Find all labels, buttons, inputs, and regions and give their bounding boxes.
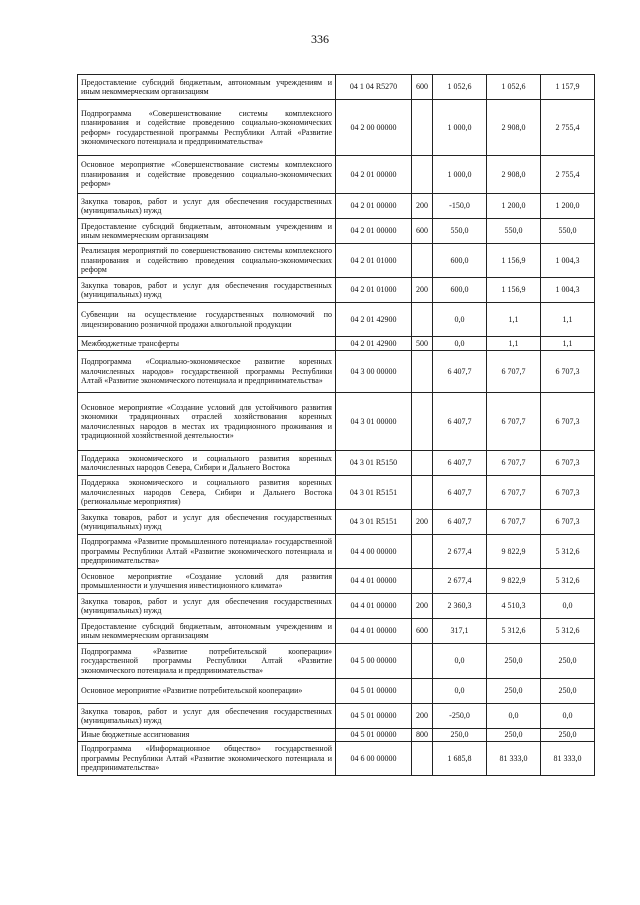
table-row (78, 451, 595, 476)
table-cell-name: Основное мероприятие «Создание условий для устойчивого развития экономики традиционных отраслей хозяйствования коренных малочисленных народов в местах их традиционного проживания и традиционной хозяйственной деятельности» (78, 393, 336, 451)
table-cell-code: 04 3 01 00000 (336, 393, 412, 451)
table-cell-amount-2: 6 707,7 (487, 451, 541, 476)
table-row (78, 476, 595, 510)
table-cell-amount-1: -150,0 (433, 194, 487, 219)
table-cell-amount-2: 1 156,9 (487, 278, 541, 303)
table-cell-amount-3: 1 157,9 (541, 75, 595, 100)
table-cell-code: 04 2 01 01000 (336, 278, 412, 303)
table-cell-amount-2: 550,0 (487, 219, 541, 244)
table-cell-name: Подпрограмма «Информационное общество» государственной программы Республики Алтай «Развитие экономического потенциала и предпринимательства» (78, 742, 336, 776)
table-row (78, 510, 595, 535)
table-cell-vr (412, 303, 433, 337)
table-cell-vr: 200 (412, 510, 433, 535)
table-cell-name: Основное мероприятие «Развитие потребительской кооперации» (78, 679, 336, 704)
table-cell-amount-3: 1 200,0 (541, 194, 595, 219)
table-cell-vr: 600 (412, 75, 433, 100)
table-cell-amount-1: 0,0 (433, 303, 487, 337)
table-cell-amount-2: 9 822,9 (487, 535, 541, 569)
table-cell-amount-2: 250,0 (487, 644, 541, 679)
table-cell-amount-3: 5 312,6 (541, 619, 595, 644)
table-cell-amount-1: 0,0 (433, 644, 487, 679)
table-cell-name: Предоставление субсидий бюджетным, автономным учреждениям и иным некоммерческим организациям (78, 219, 336, 244)
table-cell-amount-1: 6 407,7 (433, 451, 487, 476)
table-cell-code: 04 4 01 00000 (336, 569, 412, 594)
table-cell-amount-3: 5 312,6 (541, 535, 595, 569)
table-row (78, 679, 595, 704)
table-cell-amount-3: 6 707,3 (541, 476, 595, 510)
table-cell-name: Закупка товаров, работ и услуг для обеспечения государственных (муниципальных) нужд (78, 594, 336, 619)
table-cell-amount-1: 1 000,0 (433, 156, 487, 194)
table-cell-code: 04 2 01 42900 (336, 303, 412, 337)
table-cell-name: Поддержка экономического и социального развития коренных малочисленных народов Севера, Сибири и Дальнего Востока (региональные мероприятия) (78, 476, 336, 510)
table-cell-amount-1: 6 407,7 (433, 351, 487, 393)
table-cell-name: Закупка товаров, работ и услуг для обеспечения государственных (муниципальных) нужд (78, 704, 336, 729)
table-cell-amount-1: 2 360,3 (433, 594, 487, 619)
table-cell-amount-1: 1 000,0 (433, 100, 487, 156)
table-cell-amount-1: 2 677,4 (433, 535, 487, 569)
table-cell-amount-2: 1,1 (487, 303, 541, 337)
table-cell-vr: 800 (412, 729, 433, 742)
table-row (78, 219, 595, 244)
table-cell-code: 04 4 01 00000 (336, 594, 412, 619)
table-cell-name: Предоставление субсидий бюджетным, автономным учреждениям и иным некоммерческим организациям (78, 619, 336, 644)
table-row (78, 393, 595, 451)
table-cell-amount-2: 9 822,9 (487, 569, 541, 594)
table-cell-amount-3: 5 312,6 (541, 569, 595, 594)
table-cell-amount-3: 250,0 (541, 644, 595, 679)
table-cell-amount-1: 0,0 (433, 337, 487, 351)
table-cell-vr (412, 156, 433, 194)
table-row (78, 156, 595, 194)
table-cell-name: Иные бюджетные ассигнования (78, 729, 336, 742)
table-row (78, 569, 595, 594)
table-cell-name: Закупка товаров, работ и услуг для обеспечения государственных (муниципальных) нужд (78, 278, 336, 303)
table-cell-name: Поддержка экономического и социального развития коренных малочисленных народов Севера, Сибири и Дальнего Востока (78, 451, 336, 476)
table-cell-name: Подпрограмма «Развитие потребительской кооперации» государственной программы Республики Алтай «Развитие экономического потенциала и предпринимательства» (78, 644, 336, 679)
table-cell-vr (412, 569, 433, 594)
table-row (78, 278, 595, 303)
table-row (78, 337, 595, 351)
table-cell-amount-1: 250,0 (433, 729, 487, 742)
table-cell-vr (412, 244, 433, 278)
table-cell-code: 04 5 00 00000 (336, 644, 412, 679)
table-cell-vr (412, 742, 433, 776)
table-cell-name: Подпрограмма «Совершенствование системы комплексного планирования и содействие проведению социально-экономических реформ» государственной программы Республики Алтай «Развитие экономического потенциала и предпринимательства» (78, 100, 336, 156)
table-cell-amount-3: 0,0 (541, 704, 595, 729)
table-row (78, 742, 595, 776)
table-cell-amount-2: 250,0 (487, 679, 541, 704)
table-cell-vr: 600 (412, 219, 433, 244)
table-cell-amount-1: 6 407,7 (433, 476, 487, 510)
table-cell-amount-2: 6 707,7 (487, 510, 541, 535)
table-cell-amount-2: 2 908,0 (487, 156, 541, 194)
table-cell-amount-2: 0,0 (487, 704, 541, 729)
table-cell-vr (412, 644, 433, 679)
table-cell-vr: 200 (412, 194, 433, 219)
table-cell-amount-2: 1 156,9 (487, 244, 541, 278)
table-cell-vr (412, 351, 433, 393)
table-cell-amount-1: 2 677,4 (433, 569, 487, 594)
table-cell-amount-1: 6 407,7 (433, 510, 487, 535)
table-cell-amount-2: 2 908,0 (487, 100, 541, 156)
table-cell-vr (412, 100, 433, 156)
table-cell-amount-3: 550,0 (541, 219, 595, 244)
table-cell-code: 04 5 01 00000 (336, 729, 412, 742)
table-cell-amount-1: 600,0 (433, 278, 487, 303)
table-cell-vr (412, 535, 433, 569)
table-row (78, 619, 595, 644)
table-cell-amount-3: 6 707,3 (541, 351, 595, 393)
table-cell-name: Реализация мероприятий по совершенствованию системы комплексного планирования и содействию проведения социально-экономических реформ (78, 244, 336, 278)
table-cell-name: Закупка товаров, работ и услуг для обеспечения государственных (муниципальных) нужд (78, 194, 336, 219)
table-cell-amount-3: 0,0 (541, 594, 595, 619)
table-cell-vr: 200 (412, 704, 433, 729)
table-row (78, 351, 595, 393)
table-row (78, 644, 595, 679)
table-row (78, 303, 595, 337)
table-row (78, 535, 595, 569)
table-cell-amount-3: 250,0 (541, 679, 595, 704)
budget-table-body (78, 75, 595, 776)
table-cell-code: 04 5 01 00000 (336, 704, 412, 729)
table-cell-amount-1: 600,0 (433, 244, 487, 278)
table-cell-amount-2: 1,1 (487, 337, 541, 351)
table-cell-amount-3: 6 707,3 (541, 510, 595, 535)
table-cell-amount-1: 1 052,6 (433, 75, 487, 100)
table-cell-name: Подпрограмма «Развитие промышленного потенциала» государственной программы Республики Алтай «Развитие экономического потенциала и предпринимательства» (78, 535, 336, 569)
table-cell-amount-1: 6 407,7 (433, 393, 487, 451)
table-row (78, 704, 595, 729)
table-cell-vr (412, 679, 433, 704)
table-cell-name: Предоставление субсидий бюджетным, автономным учреждениям и иным некоммерческим организациям (78, 75, 336, 100)
table-cell-code: 04 2 01 01000 (336, 244, 412, 278)
table-cell-name: Основное мероприятие «Создание условий для развития промышленности и улучшения инвестиционного климата» (78, 569, 336, 594)
table-cell-code: 04 2 01 00000 (336, 156, 412, 194)
table-cell-amount-1: 317,1 (433, 619, 487, 644)
table-cell-code: 04 1 04 R5270 (336, 75, 412, 100)
table-cell-amount-3: 250,0 (541, 729, 595, 742)
table-cell-code: 04 3 01 R5151 (336, 510, 412, 535)
table-row (78, 729, 595, 742)
table-row (78, 194, 595, 219)
table-cell-amount-3: 2 755,4 (541, 100, 595, 156)
table-cell-code: 04 3 01 R5151 (336, 476, 412, 510)
table-cell-name: Основное мероприятие «Совершенствование системы комплексного планирования и содействие проведению социально-экономических реформ» (78, 156, 336, 194)
table-cell-code: 04 5 01 00000 (336, 679, 412, 704)
table-cell-amount-2: 4 510,3 (487, 594, 541, 619)
table-cell-code: 04 4 00 00000 (336, 535, 412, 569)
table-cell-code: 04 6 00 00000 (336, 742, 412, 776)
table-row (78, 594, 595, 619)
table-cell-amount-3: 6 707,3 (541, 451, 595, 476)
table-cell-amount-3: 81 333,0 (541, 742, 595, 776)
table-cell-vr: 200 (412, 594, 433, 619)
table-cell-code: 04 4 01 00000 (336, 619, 412, 644)
table-cell-vr (412, 451, 433, 476)
table-cell-amount-2: 6 707,7 (487, 351, 541, 393)
table-cell-vr: 500 (412, 337, 433, 351)
table-cell-amount-1: 0,0 (433, 679, 487, 704)
table-cell-amount-1: 1 685,8 (433, 742, 487, 776)
table-cell-code: 04 3 01 R5150 (336, 451, 412, 476)
table-cell-amount-3: 1 004,3 (541, 278, 595, 303)
table-cell-amount-2: 250,0 (487, 729, 541, 742)
table-cell-name: Закупка товаров, работ и услуг для обеспечения государственных (муниципальных) нужд (78, 510, 336, 535)
table-cell-amount-2: 6 707,7 (487, 393, 541, 451)
table-cell-code: 04 3 00 00000 (336, 351, 412, 393)
table-cell-amount-3: 1 004,3 (541, 244, 595, 278)
table-cell-amount-3: 6 707,3 (541, 393, 595, 451)
table-cell-amount-1: -250,0 (433, 704, 487, 729)
table-cell-amount-2: 5 312,6 (487, 619, 541, 644)
table-cell-amount-2: 6 707,7 (487, 476, 541, 510)
table-cell-amount-3: 2 755,4 (541, 156, 595, 194)
table-cell-amount-2: 81 333,0 (487, 742, 541, 776)
table-cell-amount-3: 1,1 (541, 337, 595, 351)
table-cell-code: 04 2 01 00000 (336, 194, 412, 219)
table-cell-vr (412, 393, 433, 451)
table-cell-amount-1: 550,0 (433, 219, 487, 244)
budget-table (77, 74, 595, 776)
table-cell-code: 04 2 01 42900 (336, 337, 412, 351)
table-cell-code: 04 2 01 00000 (336, 219, 412, 244)
table-row (78, 75, 595, 100)
table-cell-name: Подпрограмма «Социально-экономическое развитие коренных малочисленных народов» государственной программы Республики Алтай «Развитие экономического потенциала и предпринимательства» (78, 351, 336, 393)
table-row (78, 100, 595, 156)
page-number: 336 (311, 32, 329, 46)
table-cell-code: 04 2 00 00000 (336, 100, 412, 156)
table-cell-vr: 200 (412, 278, 433, 303)
table-cell-amount-3: 1,1 (541, 303, 595, 337)
table-cell-name: Субвенции на осуществление государственных полномочий по лицензированию розничной продажи алкогольной продукции (78, 303, 336, 337)
table-cell-name: Межбюджетные трансферты (78, 337, 336, 351)
table-cell-vr (412, 476, 433, 510)
table-cell-vr: 600 (412, 619, 433, 644)
table-cell-amount-2: 1 052,6 (487, 75, 541, 100)
table-cell-amount-2: 1 200,0 (487, 194, 541, 219)
table-row (78, 244, 595, 278)
